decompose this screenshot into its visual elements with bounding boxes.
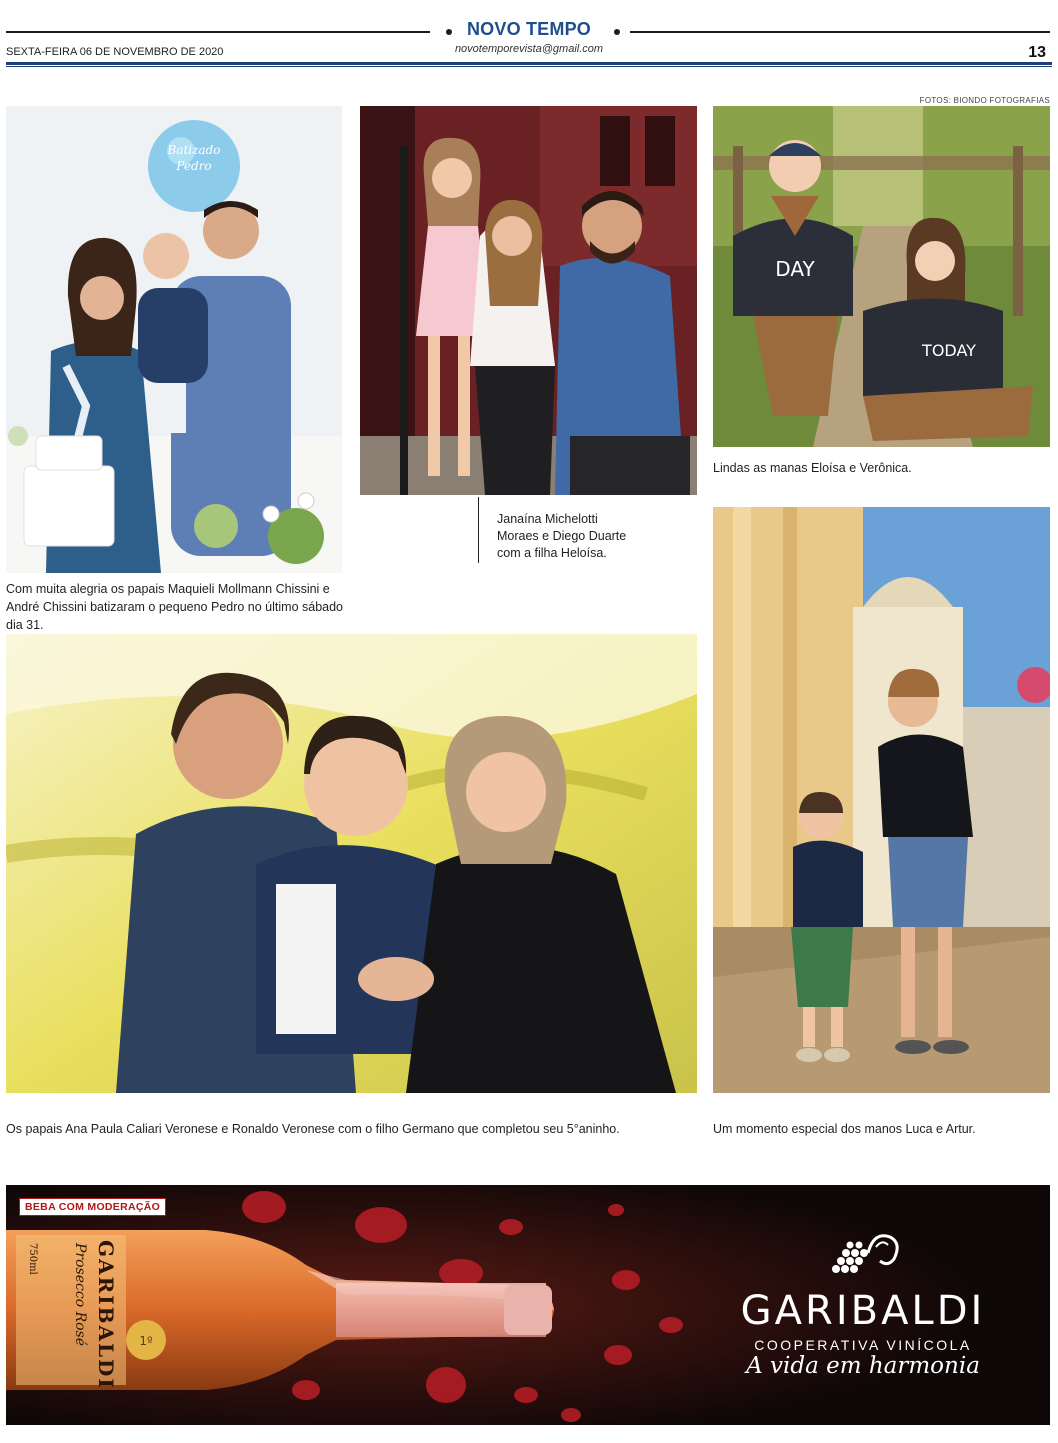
garibaldi-subtitle: COOPERATIVA VINÍCOLA [754, 1337, 972, 1353]
masthead-title: NOVO TEMPO [466, 19, 591, 39]
caption-brothers: Um momento especial dos manos Luca e Artur. [713, 1122, 976, 1136]
caption-sisters: Lindas as manas Eloísa e Verônica. [713, 461, 912, 475]
photo-baptism [6, 106, 342, 573]
photo-family-lake [6, 634, 697, 1093]
drink-responsibly-badge: BEBA COM MODERAÇÃO [19, 1198, 166, 1216]
header-rule-blue [6, 62, 1052, 65]
caption-train-line3: com a filha Heloísa. [497, 546, 607, 560]
garibaldi-advertisement[interactable] [6, 1185, 1050, 1425]
balloon-text-line1: Batizado [167, 143, 221, 157]
header-dot-right [614, 29, 620, 35]
header-rule-left [6, 31, 430, 33]
dateline: SEXTA-FEIRA 06 DE NOVEMBRO DE 2020 [6, 46, 224, 58]
photo-train [360, 106, 697, 495]
photo-sisters [713, 106, 1050, 447]
svg-text:DAY: DAY [775, 257, 815, 281]
bottle-product-text: Prosecco Rosé [72, 1243, 88, 1347]
caption-baptism: Com muita alegria os papais Maquieli Mollmann Chissini e André Chissini batizaram o pequeno Pedro no último sábado dia 31. [6, 582, 344, 632]
caption-family-lake: Os papais Ana Paula Caliari Veronese e Ronaldo Veronese com o filho Germano que completou seu 5°aninho. [6, 1122, 620, 1136]
caption-train-line2: Moraes e Diego Duarte [497, 529, 627, 543]
bottle-brand-text: GARIBALDI [94, 1240, 118, 1390]
header-rule-thin [6, 66, 1052, 67]
page-number: 13 [1028, 44, 1046, 61]
photo-credit: FOTOS: BIONDO FOTOGRAFIAS [919, 96, 1050, 105]
masthead-email: novotemporevista@gmail.com [454, 43, 604, 55]
garibaldi-logo-icon [824, 1223, 904, 1283]
garibaldi-slogan: A vida em harmonia [746, 1353, 980, 1379]
garibaldi-brand-name: GARIBALDI [740, 1288, 986, 1334]
caption-train-line1: Janaína Michelotti [497, 512, 598, 526]
balloon-text-line2: Pedro [176, 159, 212, 173]
photo-brothers [713, 507, 1050, 1093]
svg-text:TODAY: TODAY [922, 341, 976, 360]
header-rule-right [630, 31, 1050, 33]
caption-train-rule [478, 497, 479, 563]
bottle-volume-text: 750ml [27, 1243, 38, 1275]
svg-text:1º: 1º [139, 1334, 153, 1348]
